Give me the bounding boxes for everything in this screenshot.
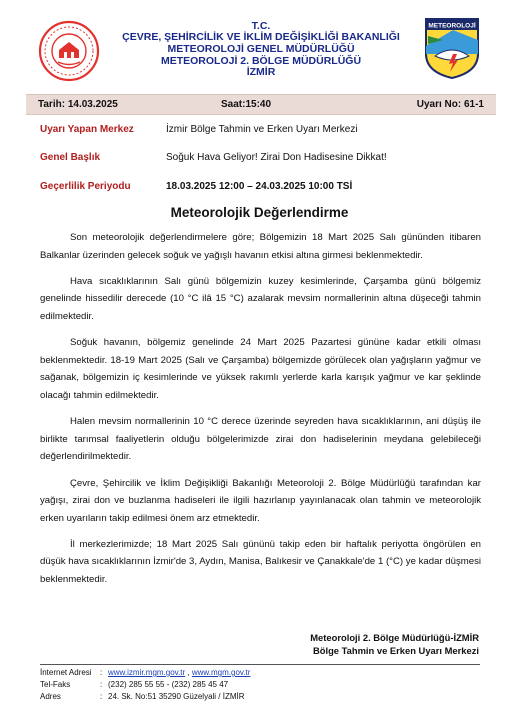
mgm-link[interactable]: www.mgm.gov.tr: [191, 668, 251, 677]
paragraph: Çevre, Şehircilik ve İklim Değişikliği Bakanlığı Meteoroloji 2. Bölge Müdürlüğü tarafından kar yağışı, zirai don ve buzlanma hadiseleri ile ilgili hazırlanıp yayınlanacak olan tahmin ve meteorolojik erken uyarıların takip edilmesi önem arz etmektedir.: [40, 477, 481, 524]
paragraph: Son meteorolojik değerlendirmelere göre; Bölgemizin 18 Mart 2025 Salı gününden itibaren Balkanlar üzerinden gelecek soğuk ve yağışlı havanın etkisi altına girmesi beklenmektedir.: [40, 232, 481, 261]
telfax-value: (232) 285 55 55 - (232) 285 45 47: [108, 680, 229, 689]
header-city: İZMİR: [246, 66, 276, 78]
issue-time: Saat:15:40: [221, 99, 272, 110]
address-value: 24. Sk. No:51 35290 Güzelyali / İZMİR: [108, 692, 245, 701]
footer-divider: [40, 664, 480, 665]
issue-date: Tarih: 14.03.2025: [38, 99, 118, 110]
link-separator: ,: [185, 668, 192, 677]
paragraph: Hava sıcaklıklarının Salı günü bölgemizin kuzey kesimlerinde, Çarşamba günü bölgemiz genelinde hissedilir derecede (10 °C ilâ 15 °C) azalarak mevsim normallerinin altına düşeceği tahmin edilmektedir.: [40, 275, 481, 322]
headline-value: Soğuk Hava Geliyor! Zirai Don Hadisesine Dikkat!: [166, 152, 387, 163]
assessment-title: Meteorolojik Değerlendirme: [170, 205, 349, 220]
meta-bar: [26, 94, 496, 115]
footer-colon: :: [100, 668, 103, 677]
internet-label: İnternet Adresi: [40, 668, 92, 677]
issuer-label: Uyarı Yapan Merkez: [40, 124, 134, 135]
warning-number: Uyarı No: 61-1: [416, 99, 484, 110]
meteoroloji-logo: [423, 16, 481, 80]
validity-value: 18.03.2025 12:00 – 24.03.2025 10:00 TSİ: [166, 181, 353, 192]
header-regional: METEOROLOJİ 2. BÖLGE MÜDÜRLÜĞÜ: [160, 55, 362, 67]
telfax-label: Tel-Faks: [40, 680, 71, 689]
izmir-mgm-link[interactable]: www.izmir.mgm.gov.tr: [108, 668, 186, 677]
signature-center: Bölge Tahmin ve Erken Uyarı Merkezi: [312, 645, 479, 656]
assessment-body: [40, 229, 481, 597]
paragraph: Halen mevsim normallerinin 10 °C derece üzerinde seyreden hava sıcaklıklarının, ani düşüş ile birlikte tarımsal faaliyetlerin olduğu bölgelerimizde zirai don hadiselerinin meydana gelebileceği değerlendirilmektedir.: [40, 416, 481, 463]
paragraph: Soğuk havanın, bölgemiz genelinde 24 Mart 2025 Pazartesi gününe kadar etkili olması beklenmektedir. 18-19 Mart 2025 (Salı ve Çarşamba) bölgemizde görülecek olan yağışların yağmur ve sağanak, bölgemizin iç kesimlerinde ve yüksek rakımlı yerlerde karla karışık yağmur ve kar şeklinde olacağı tahmin edilmektedir.: [40, 337, 481, 401]
footer-colon: :: [100, 680, 103, 689]
header-ministry: ÇEVRE, ŞEHİRCİLİK VE İKLİM DEĞİŞİKLİĞİ BAKANLIĞI: [122, 31, 400, 43]
validity-label: Geçerlilik Periyodu: [40, 181, 131, 192]
header-tc: T.C.: [251, 20, 271, 32]
address-label: Adres: [40, 692, 61, 701]
logo-text: METEOROLOJİ: [428, 22, 476, 30]
issuer-value: İzmir Bölge Tahmin ve Erken Uyarı Merkezi: [166, 124, 358, 135]
signature-office: Meteoroloji 2. Bölge Müdürlüğü-İZMİR: [310, 632, 479, 643]
internet-links: [108, 668, 250, 677]
ministry-logo: [38, 20, 100, 82]
header-directorate: METEOROLOJİ GENEL MÜDÜRLÜĞÜ: [167, 43, 355, 55]
paragraph: İl merkezlerimizde; 18 Mart 2025 Salı gününü takip eden bir haftalık periyotta öngörülen en düşük hava sıcaklıklarının İzmir'de 3, Aydın, Manisa, Balıkesir ve Çanakkale'de 1 (°C) ye kadar düşmesi beklenmektedir.: [40, 538, 481, 586]
headline-label: Genel Başlık: [40, 152, 101, 163]
footer-colon: :: [100, 692, 103, 701]
